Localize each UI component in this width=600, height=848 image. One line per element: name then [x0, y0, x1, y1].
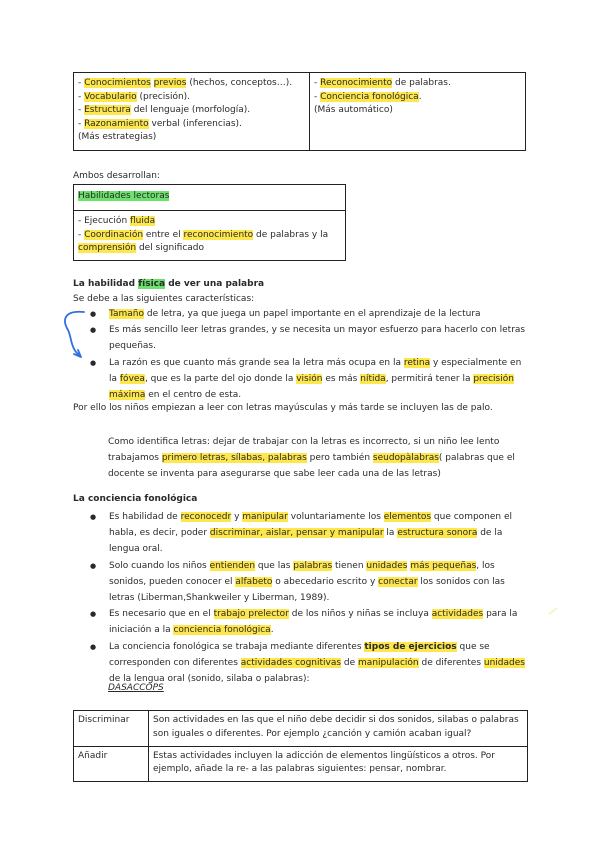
- table-row: [74, 746, 528, 782]
- text-run: de ver una palabra: [165, 279, 265, 289]
- text-run: Es habilidad de: [109, 512, 181, 522]
- highlighted-text: conectar: [378, 576, 418, 587]
- text-run: que las: [255, 560, 294, 571]
- text-run: Es necesario que en el: [109, 609, 214, 620]
- highlighted-text: estructura sonora: [397, 528, 478, 539]
- habilidades-heading-cell: [74, 185, 346, 211]
- highlighted-text: física: [138, 279, 166, 289]
- comparison-right-cell: [310, 73, 526, 151]
- caracteristicas-list: [73, 306, 528, 403]
- text-run: , que es la parte del ojo donde la: [144, 373, 297, 384]
- text-run: -: [78, 118, 85, 129]
- highlighted-text: discriminar, aislar, pensar y manipular: [209, 528, 384, 539]
- highlighted-text: primero letras, sílabas, palabras: [161, 453, 307, 464]
- text-line: [78, 118, 305, 132]
- highlighted-text: manipulación: [358, 657, 419, 668]
- activity-description: Estas actividades incluyen la adicción de elementos lingüísticos a otros. Por ejemplo, añade la re- a las palabras siguientes: pensar, nombrar.: [149, 746, 528, 782]
- activity-name: Añadir: [74, 746, 149, 782]
- text-run: de los niños y niñas se incluya: [288, 609, 432, 620]
- highlighted-text: Coordinación: [84, 229, 144, 240]
- highlighted-text: unidades: [483, 657, 525, 668]
- comparison-left-cell: [74, 73, 310, 151]
- text-run: -: [78, 229, 85, 240]
- text-run: .: [270, 625, 274, 636]
- text-line: [78, 104, 305, 118]
- list-item: [73, 639, 528, 688]
- highlighted-text: fóvea: [119, 373, 145, 384]
- text-run: pero también: [306, 453, 373, 464]
- activity-description: Son actividades en las que el niño debe decidir si dos sonidos, silabas o palabras son iguales o diferentes. Por ejemplo ¿canción y camión acaban igual?: [149, 711, 528, 747]
- comparison-table: [73, 72, 526, 151]
- highlighted-text: fluida: [130, 215, 156, 226]
- text-run: y: [231, 512, 243, 522]
- text-run: la: [383, 528, 398, 539]
- highlighted-text: nítida: [360, 373, 386, 384]
- list-item: [73, 306, 528, 322]
- highlighted-text: palabras: [293, 560, 333, 571]
- highlighted-text: Reconocimiento: [320, 78, 393, 88]
- text-run: Solo cuando los niños: [109, 560, 210, 571]
- highlighted-text: retina: [403, 357, 431, 368]
- highlighted-text: Conocimientos: [84, 78, 151, 88]
- highlighted-text: elementos: [383, 512, 432, 522]
- highlighted-text: comprensión: [78, 243, 137, 254]
- highlighted-text: Razonamiento: [84, 118, 149, 129]
- text-run: .: [418, 91, 422, 102]
- list-item: [73, 355, 528, 404]
- text-run: , permitirá tener la: [385, 373, 474, 384]
- highlighted-text: conciencia fonológica: [173, 625, 271, 636]
- activity-name: Discriminar: [74, 711, 149, 747]
- text-run: de palabras.: [392, 78, 451, 88]
- text-run: -: [78, 105, 85, 116]
- text-run: es más: [322, 373, 361, 384]
- habilidades-lines: [78, 215, 341, 256]
- text-run: - Ejecución: [78, 215, 131, 226]
- highlighted-text: entienden: [209, 560, 256, 571]
- activities-table: [73, 710, 528, 782]
- table-row: [74, 711, 528, 747]
- list-item: [73, 322, 528, 354]
- highlighted-text: seudopàlabras: [372, 453, 439, 464]
- text-run: -: [78, 91, 85, 102]
- text-run: verbal (inferencias).: [148, 118, 242, 129]
- text-run: -: [78, 78, 85, 88]
- pen-mark-icon: [548, 606, 558, 616]
- text-run: (precisión).: [136, 91, 191, 102]
- highlighted-text: trabajo prelector: [213, 609, 289, 620]
- text-line: [314, 77, 521, 91]
- text-line: [78, 229, 341, 243]
- highlighted-text: unidades: [366, 560, 408, 571]
- habilidades-body-cell: [74, 210, 346, 260]
- text-run: del significado: [136, 243, 205, 254]
- comparison-right-lines: [314, 77, 521, 118]
- text-run: o abecedario escrito y: [272, 576, 379, 587]
- text-run: los sonidos con las letras (Liberman,Shankweiler y Liberman, 1989).: [109, 576, 505, 604]
- text-run: (Más estrategias): [78, 132, 157, 143]
- text-run: en el centro de esta.: [145, 390, 242, 401]
- text-run: (Más automático): [314, 105, 393, 116]
- text-run: y especialmente en la: [109, 357, 522, 384]
- section-title-habilidad-fisica: [73, 279, 264, 289]
- highlighted-text: previos: [153, 78, 187, 88]
- text-run: voluntariamente los: [287, 512, 384, 522]
- highlighted-text: reconocedr: [180, 512, 232, 522]
- text-run: de letra, ya que juega un papel importante en el aprendizaje de la lectura: [144, 309, 481, 319]
- highlighted-text: precisión máxima: [109, 373, 514, 401]
- habilidades-heading: Habilidades lectoras: [78, 191, 170, 201]
- comparison-left-lines: [78, 77, 305, 145]
- list-item: [73, 606, 528, 638]
- text-run: La conciencia fonológica se trabaja mediante diferentes: [109, 641, 365, 652]
- text-run: que componen el habla, es decir, poder: [109, 512, 513, 539]
- highlighted-text: Tamaño: [109, 309, 145, 319]
- section-intro: Se debe a las siguientes características:: [73, 294, 255, 304]
- text-run: , los sonidos, pueden conocer el: [109, 560, 495, 587]
- highlighted-text: actividades cognitivas: [240, 657, 342, 668]
- habilidades-table: [73, 184, 346, 261]
- text-run: de: [341, 657, 359, 668]
- acronym-label: DASACCOPS: [108, 683, 164, 693]
- text-line: [78, 131, 305, 145]
- highlighted-text: manipular: [242, 512, 288, 522]
- text-run: Es más sencillo leer letras grandes, y se necesita un mayor esfuerzo para hacerlo con letras pequeñas.: [109, 325, 526, 352]
- text-run: de la lengua oral.: [109, 528, 503, 555]
- text-run: que se corresponden con diferentes: [109, 641, 490, 668]
- ambos-label: Ambos desarrollan:: [73, 171, 160, 181]
- text-line: [314, 91, 521, 105]
- highlighted-text: Estructura: [84, 105, 131, 116]
- text-run: Como identifica letras: dejar de trabajar con la letras es incorrecto, si un niño lee lento trabajamos: [108, 437, 500, 464]
- conciencia-list: [73, 509, 528, 687]
- highlighted-text: visión: [296, 373, 323, 384]
- section-title-conciencia: La conciencia fonológica: [73, 494, 198, 504]
- text-run: -: [314, 91, 321, 102]
- highlighted-text: alfabeto: [235, 576, 273, 587]
- text-run: tienen: [332, 560, 367, 571]
- text-run: de diferentes: [418, 657, 484, 668]
- text-line: [78, 77, 305, 91]
- text-line: [78, 215, 341, 229]
- text-run: (hechos, conceptos…).: [186, 78, 293, 88]
- text-run: de la lengua oral (sonido, silaba o palabras):: [109, 674, 310, 685]
- highlighted-text: Vocabulario: [84, 91, 137, 102]
- list-item: [73, 558, 528, 607]
- text-line: [314, 104, 521, 118]
- text-run: La razón es que cuanto más grande sea la letra más ocupa en la: [109, 357, 404, 368]
- conclusion-text: Por ello los niños empiezan a leer con letras mayúsculas y más tarde se incluyen las de palo.: [73, 403, 493, 413]
- highlighted-text: reconocimiento: [183, 229, 254, 240]
- highlighted-text: Conciencia fonológica: [320, 91, 419, 102]
- highlighted-text: actividades: [431, 609, 484, 620]
- text-run: del lenguaje (morfología).: [130, 105, 251, 116]
- highlighted-text: más pequeñas: [410, 560, 477, 571]
- text-line: [78, 91, 305, 105]
- text-run: para la iniciación a la: [109, 609, 518, 636]
- highlighted-text: tipos de ejercicios: [364, 641, 457, 652]
- text-line: [78, 242, 341, 256]
- text-run: de palabras y la: [253, 229, 329, 240]
- text-run: -: [314, 78, 321, 88]
- text-run: entre el: [143, 229, 184, 240]
- text-run: ( palabras que el docente se inventa para asegurarse que sabe leer cada una de las letras): [108, 453, 515, 480]
- teacher-note: [108, 434, 528, 483]
- text-run: La habilidad: [73, 279, 139, 289]
- list-item: [73, 509, 528, 558]
